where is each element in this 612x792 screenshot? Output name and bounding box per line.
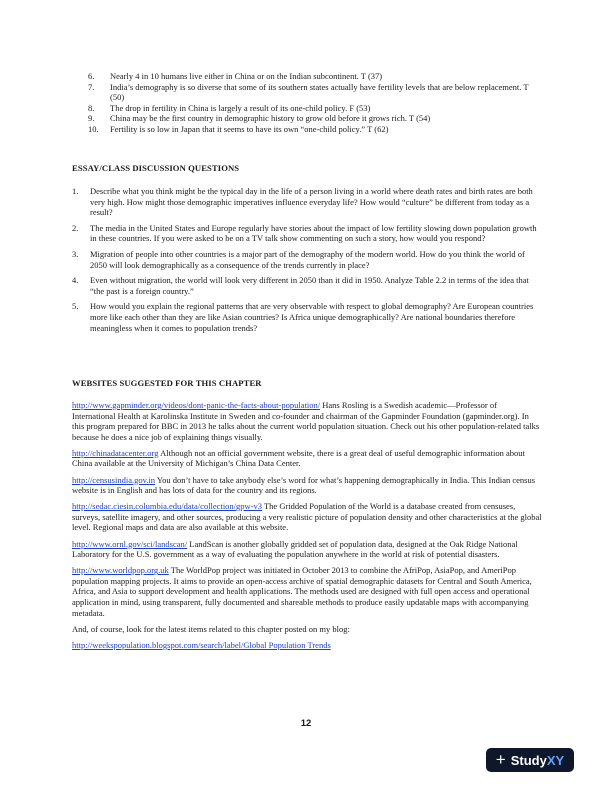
website-description: You don’t have to take anybody else’s word for what’s happening demographically in India. This Indian census website is in English and has lots of data for the country and its regions.: [72, 474, 536, 496]
brand-logo: [511, 753, 564, 768]
item-text: China may be the first country in demographic history to grow old before it grows rich. T (54): [110, 113, 431, 124]
brand-accent: XY: [546, 752, 565, 768]
website-entry: [72, 448, 542, 469]
list-item: [72, 186, 542, 218]
list-item: [72, 275, 542, 296]
website-entry: [72, 400, 542, 442]
item-text: Fertility is so low in Japan that it seems to have its own “one-child policy.” T (62): [110, 123, 389, 134]
website-description: The Gridded Population of the World is a database created from censuses, surveys, satellite imagery, and other sources, producing a very realistic picture of population density and other characteristics at the global level. Regional maps and data are also available at this website.: [72, 501, 542, 533]
website-link[interactable]: http://www.ornl.gov/sci/landscan/: [72, 538, 188, 549]
item-text: Describe what you think might be the typical day in the life of a person living in a world where death rates and birth rates are both very high. How might those demographic imperatives influence everyday life? How would “culture” be different from today as a result?: [90, 186, 533, 218]
list-item: [72, 301, 542, 333]
essay-heading: ESSAY/CLASS DISCUSSION QUESTIONS: [72, 163, 240, 173]
item-number: 8.: [88, 102, 95, 113]
blog-link[interactable]: http://weekspopulation.blogspot.com/search/label/Global Population Trends: [72, 639, 331, 650]
item-text: The drop in fertility in China is largely a result of its one-child policy. F (53): [110, 102, 371, 113]
item-number: 6.: [88, 71, 95, 81]
list-item: [72, 223, 542, 244]
website-entry: [72, 501, 542, 533]
website-link[interactable]: http://chinadatacenter.org: [72, 447, 159, 458]
website-list: [72, 400, 542, 656]
website-entry: [72, 475, 542, 496]
item-number: 10.: [88, 123, 99, 134]
website-description: LandScan is another globally gridded set of population data, designed at the Oak Ridge National Laboratory for the U.S. government as a way of evaluating the population anywhere in the world at risk of potential disasters.: [72, 538, 518, 560]
essay-question-list: [72, 186, 542, 338]
page-number: 12: [300, 718, 312, 729]
item-text: Migration of people into other countries is a major part of the demography of the modern world. How do you think the world of 2050 will look demographically as a consequence of the trends currently in place?: [90, 248, 525, 270]
website-description: Hans Rosling is a Swedish academic—Professor of International Health at Karolinska Institute in Sweden and co-founder and chairman of the Gapminder Foundation (gapminder.org). In this program prepared for BBC in 2013 he talks about the current world population situation. Check out his other population-related talks because he does a nice job of explaining things visually.: [72, 400, 540, 442]
item-number: 2.: [72, 222, 79, 233]
item-text: Nearly 4 in 10 humans live either in China or on the Indian subcontinent. T (37): [110, 71, 383, 81]
website-entry: [72, 565, 542, 618]
item-text: The media in the United States and Europe regularly have stories about the impact of low fertility slowing down population growth in these countries. If you were asked to be on a TV talk show commenting on such a story, how would you respond?: [90, 222, 537, 244]
list-item: [72, 113, 542, 124]
item-number: 3.: [72, 248, 79, 259]
list-item: [72, 71, 542, 82]
item-number: 4.: [72, 275, 79, 286]
item-number: 1.: [72, 186, 79, 196]
list-item: [72, 124, 542, 135]
websites-heading: WEBSITES SUGGESTED FOR THIS CHAPTER: [72, 378, 262, 388]
item-text: How would you explain the regional patterns that are very observable with respect to global demography? Are European countries more like each other than they are like Asian countries? Is Africa unique demographically? Are national boundaries therefore meaningless when it comes to population trends?: [90, 301, 534, 333]
item-text: Even without migration, the world will look very different in 2050 than it did in 1950. Analyze Table 2.2 in terms of the idea that “the past is a foreign country.”: [90, 275, 529, 296]
item-number: 5.: [72, 301, 79, 312]
plus-icon: +: [495, 750, 506, 769]
list-item: [72, 103, 542, 114]
item-number: 7.: [88, 81, 95, 92]
studyxy-badge[interactable]: [486, 748, 574, 772]
blog-entry: [72, 640, 542, 651]
website-link[interactable]: http://censusindia.gov.in: [72, 474, 156, 485]
website-link[interactable]: http://www.worldpop.org.uk: [72, 565, 169, 576]
item-number: 9.: [88, 113, 95, 124]
website-link[interactable]: http://sedac.ciesin.columbia.edu/data/collection/gpw-v3: [72, 501, 263, 512]
list-item: [72, 82, 542, 103]
website-description: The WorldPop project was initiated in October 2013 to combine the AfriPop, AsiaPop, and AmeriPop population mapping projects. It aims to provide an open-access archive of spatial demographic datasets for Central and South America, Africa, and Asia to support development and health applications. The methods used are designed with full open access and operational application in mind, using transparent, fully documented and shareable methods to produce easily updatable maps with accompanying metadata.: [72, 565, 532, 618]
website-description: Although not an official government website, there is a great deal of useful demographic information about China available at the University of Michigan’s China Data Center.: [72, 447, 525, 469]
website-link[interactable]: http://www.gapminder.org/videos/dont-panic-the-facts-about-population/: [72, 400, 321, 410]
true-false-list: [72, 71, 542, 135]
closing-text: And, of course, look for the latest items related to this chapter posted on my blog:: [72, 623, 350, 634]
brand-name: Study: [510, 752, 547, 768]
list-item: [72, 249, 542, 270]
website-entry: [72, 539, 542, 560]
item-text: India’s demography is so diverse that some of its southern states actually have fertility levels that are below replacement. T (50): [110, 81, 529, 103]
